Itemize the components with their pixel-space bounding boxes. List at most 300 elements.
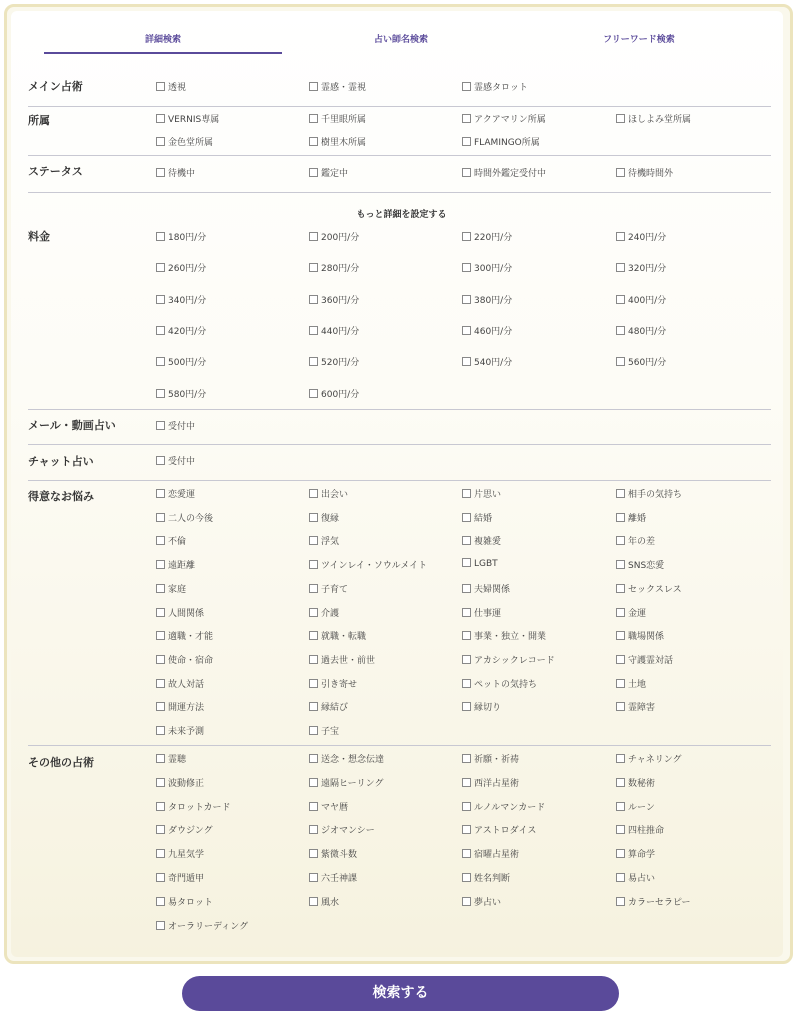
checkbox-price[interactable] (616, 261, 666, 274)
checkbox-icon (616, 778, 625, 787)
checkbox-concern[interactable] (156, 677, 204, 690)
checkbox-concern[interactable] (309, 629, 366, 642)
checkbox-icon (309, 232, 318, 241)
checkbox-price[interactable] (156, 355, 206, 368)
checkbox-icon (309, 702, 318, 711)
checkbox-price[interactable] (156, 293, 206, 306)
checkbox-icon (616, 679, 625, 688)
checkbox-icon (462, 825, 471, 834)
checkbox-concern[interactable] (462, 487, 501, 500)
checkbox-other[interactable] (156, 800, 231, 813)
checkbox-icon (156, 263, 165, 272)
checkbox-label: 使命・宿命 (168, 655, 214, 666)
checkbox-icon (309, 263, 318, 272)
checkbox-label: 仕事運 (474, 608, 502, 619)
checkbox-other[interactable] (156, 847, 204, 860)
checkbox-label: アクアマリン所属 (474, 115, 546, 125)
checkbox-icon (309, 825, 318, 834)
checkbox-label: 540円/分 (474, 358, 513, 369)
checkbox-label: 360円/分 (321, 295, 360, 306)
checkbox-other[interactable] (156, 823, 213, 836)
checkbox-other[interactable] (462, 800, 545, 813)
checkbox-other[interactable] (616, 895, 690, 908)
section-divider (28, 745, 771, 746)
main-label: メイン占術 (28, 80, 83, 93)
checkbox-label: 子宝 (321, 727, 340, 737)
checkbox-icon (462, 357, 471, 366)
checkbox-label: 440円/分 (321, 326, 360, 337)
checkbox-concern[interactable] (156, 582, 186, 595)
checkbox-label: 560円/分 (628, 358, 667, 369)
checkbox-concern[interactable] (156, 606, 204, 619)
checkbox-icon (156, 114, 165, 123)
checkbox-price[interactable] (616, 293, 666, 306)
checkbox-label: 340円/分 (168, 295, 207, 306)
checkbox-concern[interactable] (462, 534, 501, 547)
checkbox-concern[interactable] (462, 582, 510, 595)
checkbox-icon (462, 897, 471, 906)
checkbox-icon (462, 168, 471, 177)
checkbox-concern[interactable] (309, 558, 427, 571)
checkbox-label: 守護霊対話 (628, 655, 674, 666)
checkbox-price[interactable] (156, 387, 206, 400)
checkbox-icon (616, 560, 625, 569)
checkbox-label: 算命学 (628, 850, 656, 861)
checkbox-price[interactable] (309, 324, 359, 337)
checkbox-price[interactable] (462, 230, 512, 243)
checkbox-icon (616, 295, 625, 304)
checkbox-icon (462, 326, 471, 335)
checkbox-status[interactable] (616, 166, 673, 179)
checkbox-other[interactable] (462, 847, 519, 860)
checkbox-label: 夫婦関係 (474, 584, 511, 595)
checkbox-concern[interactable] (156, 724, 204, 737)
checkbox-icon (462, 873, 471, 882)
checkbox-label: 波動修正 (168, 778, 205, 789)
checkbox-label: 子育て (321, 584, 349, 595)
checkbox-icon (156, 82, 165, 91)
checkbox-icon (156, 608, 165, 617)
status-label: ステータス (28, 165, 83, 178)
tab-detail-search[interactable]: 詳細検索 (144, 35, 181, 45)
checkbox-icon (309, 608, 318, 617)
checkbox-label: 送念・想念伝達 (321, 755, 385, 765)
checkbox-label: 土地 (628, 679, 647, 690)
checkbox-label: 金運 (628, 608, 647, 619)
checkbox-icon (309, 754, 318, 763)
checkbox-label: 夢占い (474, 897, 502, 908)
checkbox-icon (156, 168, 165, 177)
checkbox-label: 400円/分 (628, 295, 667, 306)
checkbox-price[interactable] (616, 355, 666, 368)
checkbox-status[interactable] (309, 166, 348, 179)
checkbox-icon (616, 825, 625, 834)
checkbox-other[interactable] (616, 823, 664, 836)
checkbox-concern[interactable] (156, 558, 195, 571)
checkbox-label: 霊聴 (168, 755, 187, 765)
checkbox-icon (309, 679, 318, 688)
checkbox-other[interactable] (616, 847, 655, 860)
checkbox-price[interactable] (309, 355, 359, 368)
section-divider (28, 192, 771, 193)
checkbox-icon (156, 921, 165, 930)
checkbox-label: 縁結び (321, 703, 349, 714)
checkbox-concern[interactable] (309, 653, 375, 666)
checkbox-price[interactable] (156, 230, 206, 243)
checkbox-icon (156, 326, 165, 335)
checkbox-price[interactable] (462, 261, 512, 274)
checkbox-concern[interactable] (462, 677, 537, 690)
checkbox-concern[interactable] (156, 629, 213, 642)
checkbox-other[interactable] (309, 823, 375, 836)
active-tab-indicator (44, 52, 282, 54)
checkbox-concern[interactable] (309, 534, 339, 547)
checkbox-label: ルノルマンカード (474, 802, 546, 813)
checkbox-price[interactable] (462, 324, 512, 337)
checkbox-concern[interactable] (616, 558, 664, 571)
checkbox-concern[interactable] (309, 724, 339, 737)
checkbox-label: 開運方法 (168, 703, 205, 714)
checkbox-concern[interactable] (309, 582, 348, 595)
checkbox-icon (156, 489, 165, 498)
checkbox-icon (462, 263, 471, 272)
checkbox-label: アストロダイス (474, 826, 537, 837)
checkbox-icon (156, 421, 165, 430)
checkbox-label: LGBT (474, 559, 498, 570)
checkbox-concern[interactable] (462, 606, 501, 619)
checkbox-icon (616, 114, 625, 123)
checkbox-label: 300円/分 (474, 264, 513, 275)
checkbox-affiliation[interactable] (309, 112, 366, 125)
checkbox-other[interactable] (309, 895, 339, 908)
checkbox-other[interactable] (156, 871, 204, 884)
concerns-label: 得意なお悩み (28, 490, 94, 503)
checkbox-icon (309, 357, 318, 366)
checkbox-label: 祈願・祈祷 (474, 755, 520, 765)
checkbox-icon (156, 702, 165, 711)
checkbox-label: 420円/分 (168, 326, 207, 337)
checkbox-main[interactable] (309, 80, 366, 93)
checkbox-label: ペットの気持ち (474, 679, 538, 690)
checkbox-label: オーラリーディング (168, 921, 249, 932)
checkbox-icon (156, 802, 165, 811)
checkbox-other[interactable] (616, 752, 682, 765)
checkbox-icon (309, 295, 318, 304)
checkbox-label: 紫微斗数 (321, 850, 358, 861)
checkbox-concern[interactable] (309, 511, 339, 524)
checkbox-affiliation[interactable] (616, 112, 691, 125)
checkbox-label: 就職・転職 (321, 632, 367, 643)
checkbox-label: ジオマンシー (321, 826, 375, 837)
tab-free-word-search[interactable]: フリーワード検索 (603, 35, 675, 45)
checkbox-icon (616, 754, 625, 763)
checkbox-affiliation[interactable] (156, 135, 213, 148)
checkbox-icon (309, 778, 318, 787)
checkbox-icon (309, 726, 318, 735)
checkbox-icon (462, 536, 471, 545)
checkbox-concern[interactable] (156, 534, 186, 547)
checkbox-concern[interactable] (616, 511, 646, 524)
checkbox-price[interactable] (309, 387, 359, 400)
checkbox-label: 家庭 (168, 584, 187, 595)
checkbox-icon (156, 560, 165, 569)
checkbox-label: 460円/分 (474, 326, 513, 337)
checkbox-concern[interactable] (616, 534, 655, 547)
checkbox-label: 千里眼所属 (321, 115, 367, 125)
checkbox-concern[interactable] (616, 629, 664, 642)
checkbox-concern[interactable] (616, 677, 646, 690)
search-panel (11, 11, 783, 957)
checkbox-icon (156, 357, 165, 366)
checkbox-label: 宿曜占星術 (474, 850, 520, 861)
search-button[interactable]: 検索する (182, 976, 619, 1011)
checkbox-label: 片思い (474, 490, 502, 500)
checkbox-other[interactable] (156, 919, 248, 932)
checkbox-icon (156, 137, 165, 146)
checkbox-concern[interactable] (462, 629, 546, 642)
checkbox-icon (156, 456, 165, 465)
checkbox-status[interactable] (156, 166, 195, 179)
checkbox-label: 引き寄せ (321, 679, 358, 690)
checkbox-other[interactable] (156, 895, 213, 908)
checkbox-label: 240円/分 (628, 233, 667, 243)
checkbox-concern[interactable] (156, 511, 213, 524)
checkbox-icon (309, 584, 318, 593)
checkbox-chat[interactable] (156, 454, 195, 467)
checkbox-icon (309, 897, 318, 906)
checkbox-label: 霊感タロット (474, 83, 528, 93)
checkbox-icon (309, 655, 318, 664)
checkbox-label: マヤ暦 (321, 802, 349, 813)
section-divider (28, 155, 771, 156)
checkbox-price[interactable] (309, 261, 359, 274)
checkbox-label: 樹里木所属 (321, 138, 367, 148)
checkbox-label: 金色堂所属 (168, 138, 214, 148)
checkbox-icon (309, 873, 318, 882)
checkbox-label: 380円/分 (474, 295, 513, 306)
checkbox-label: 易タロット (168, 897, 213, 908)
checkbox-label: 遠隔ヒーリング (321, 778, 384, 789)
checkbox-icon (156, 295, 165, 304)
checkbox-icon (309, 389, 318, 398)
tab-fortune-teller-name-search[interactable]: 占い師名検索 (373, 35, 428, 45)
checkbox-label: 職場関係 (628, 632, 665, 643)
checkbox-icon (462, 295, 471, 304)
checkbox-label: 520円/分 (321, 358, 360, 369)
chat-label: チャット占い (28, 455, 94, 468)
checkbox-price[interactable] (462, 293, 512, 306)
checkbox-label: 580円/分 (168, 389, 207, 400)
checkbox-label: 奇門遁甲 (168, 874, 205, 884)
checkbox-icon (309, 489, 318, 498)
checkbox-concern[interactable] (616, 653, 673, 666)
checkbox-label: 霊障害 (628, 703, 656, 714)
section-divider (28, 106, 771, 107)
checkbox-concern[interactable] (616, 606, 646, 619)
checkbox-icon (462, 584, 471, 593)
checkbox-other[interactable] (462, 823, 536, 836)
checkbox-icon (616, 873, 625, 882)
checkbox-icon (616, 608, 625, 617)
checkbox-price[interactable] (309, 230, 359, 243)
checkbox-icon (156, 631, 165, 640)
checkbox-icon (156, 232, 165, 241)
checkbox-concern[interactable] (156, 653, 213, 666)
checkbox-price[interactable] (156, 261, 206, 274)
checkbox-icon (616, 897, 625, 906)
checkbox-label: 風水 (321, 897, 340, 908)
checkbox-label: 二人の今後 (168, 513, 214, 524)
checkbox-other[interactable] (616, 800, 655, 813)
checkbox-main[interactable] (156, 80, 186, 93)
checkbox-icon (462, 655, 471, 664)
checkbox-concern[interactable] (309, 606, 339, 619)
checkbox-icon (309, 849, 318, 858)
checkbox-other[interactable] (309, 776, 383, 789)
checkbox-icon (156, 873, 165, 882)
checkbox-icon (309, 802, 318, 811)
checkbox-label: 人間関係 (168, 608, 205, 619)
affiliation-label: 所属 (28, 114, 50, 127)
checkbox-concern[interactable] (462, 700, 501, 713)
checkbox-affiliation[interactable] (309, 135, 366, 148)
checkbox-other[interactable] (462, 871, 510, 884)
checkbox-icon (309, 631, 318, 640)
checkbox-icon (616, 357, 625, 366)
checkbox-icon (309, 168, 318, 177)
checkbox-icon (616, 702, 625, 711)
checkbox-other[interactable] (616, 776, 655, 789)
checkbox-label: 適職・才能 (168, 632, 214, 643)
checkbox-icon (309, 137, 318, 146)
checkbox-label: 出会い (321, 490, 349, 500)
checkbox-label: 220円/分 (474, 233, 513, 243)
checkbox-concern[interactable] (309, 700, 348, 713)
checkbox-icon (156, 754, 165, 763)
checkbox-other[interactable] (156, 776, 204, 789)
checkbox-label: 待機時間外 (628, 169, 674, 179)
checkbox-other[interactable] (309, 800, 348, 813)
checkbox-other[interactable] (309, 871, 357, 884)
section-divider (28, 444, 771, 445)
checkbox-label: 四柱推命 (628, 826, 665, 837)
checkbox-icon (309, 114, 318, 123)
checkbox-icon (616, 263, 625, 272)
checkbox-mail[interactable] (156, 419, 195, 432)
checkbox-label: 事業・独立・開業 (474, 632, 547, 643)
checkbox-icon (616, 584, 625, 593)
checkbox-icon (309, 82, 318, 91)
checkbox-icon (156, 655, 165, 664)
checkbox-label: 易占い (628, 874, 656, 884)
checkbox-price[interactable] (462, 355, 512, 368)
checkbox-label: 時間外鑑定受付中 (474, 169, 547, 179)
checkbox-concern[interactable] (616, 582, 682, 595)
checkbox-label: 霊感・霊視 (321, 83, 367, 93)
checkbox-label: 480円/分 (628, 326, 667, 337)
checkbox-concern[interactable] (309, 677, 357, 690)
section-divider (28, 480, 771, 481)
checkbox-other[interactable] (156, 752, 186, 765)
checkbox-label: カラーセラピー (628, 897, 691, 908)
checkbox-price[interactable] (616, 230, 666, 243)
checkbox-concern[interactable] (616, 487, 682, 500)
checkbox-other[interactable] (462, 752, 519, 765)
checkbox-icon (156, 825, 165, 834)
checkbox-other[interactable] (616, 871, 655, 884)
checkbox-label: ルーン (628, 802, 655, 813)
checkbox-label: ほしよみ堂所属 (628, 115, 692, 125)
checkbox-affiliation[interactable] (462, 135, 540, 148)
checkbox-status[interactable] (462, 166, 546, 179)
more-settings-toggle[interactable]: もっと詳細を設定する (356, 210, 447, 220)
checkbox-label: 姓名判断 (474, 874, 511, 884)
checkbox-concern[interactable] (309, 487, 348, 500)
checkbox-label: 恋愛運 (168, 490, 196, 500)
checkbox-icon (616, 513, 625, 522)
checkbox-other[interactable] (309, 752, 384, 765)
checkbox-affiliation[interactable] (156, 112, 219, 125)
checkbox-label: 600円/分 (321, 389, 360, 400)
checkbox-concern[interactable] (156, 487, 195, 500)
checkbox-label: 六壬神課 (321, 874, 358, 884)
checkbox-concern[interactable] (156, 700, 204, 713)
checkbox-icon (616, 168, 625, 177)
checkbox-concern[interactable] (616, 700, 655, 713)
checkbox-label: ツインレイ・ソウルメイト (321, 561, 428, 572)
checkbox-concern[interactable] (462, 558, 498, 569)
checkbox-icon (616, 849, 625, 858)
checkbox-concern[interactable] (462, 511, 492, 524)
checkbox-other[interactable] (462, 895, 501, 908)
checkbox-label: 500円/分 (168, 358, 207, 369)
checkbox-label: 待機中 (168, 169, 196, 179)
checkbox-label: チャネリング (628, 755, 682, 765)
checkbox-label: 数秘術 (628, 778, 656, 789)
checkbox-label: 透視 (168, 83, 187, 93)
checkbox-price[interactable] (309, 293, 359, 306)
checkbox-icon (309, 560, 318, 569)
checkbox-label: 遠距離 (168, 561, 196, 572)
checkbox-concern[interactable] (462, 653, 555, 666)
checkbox-icon (156, 726, 165, 735)
checkbox-icon (616, 326, 625, 335)
checkbox-icon (156, 897, 165, 906)
checkbox-icon (462, 702, 471, 711)
price-label: 料金 (28, 230, 50, 243)
checkbox-icon (309, 536, 318, 545)
checkbox-price[interactable] (156, 324, 206, 337)
checkbox-other[interactable] (462, 776, 519, 789)
checkbox-label: SNS恋愛 (628, 561, 665, 572)
checkbox-label: 西洋占星術 (474, 778, 520, 789)
checkbox-icon (156, 389, 165, 398)
checkbox-label: 離婚 (628, 513, 647, 524)
checkbox-label: 200円/分 (321, 233, 360, 243)
checkbox-main[interactable] (462, 80, 528, 93)
checkbox-icon (462, 778, 471, 787)
checkbox-icon (616, 802, 625, 811)
checkbox-other[interactable] (309, 847, 357, 860)
checkbox-affiliation[interactable] (462, 112, 546, 125)
checkbox-label: VERNIS専属 (168, 115, 220, 125)
checkbox-icon (462, 114, 471, 123)
checkbox-icon (462, 489, 471, 498)
checkbox-icon (309, 513, 318, 522)
checkbox-label: 鑑定中 (321, 169, 349, 179)
checkbox-label: 故人対話 (168, 679, 205, 690)
checkbox-price[interactable] (616, 324, 666, 337)
